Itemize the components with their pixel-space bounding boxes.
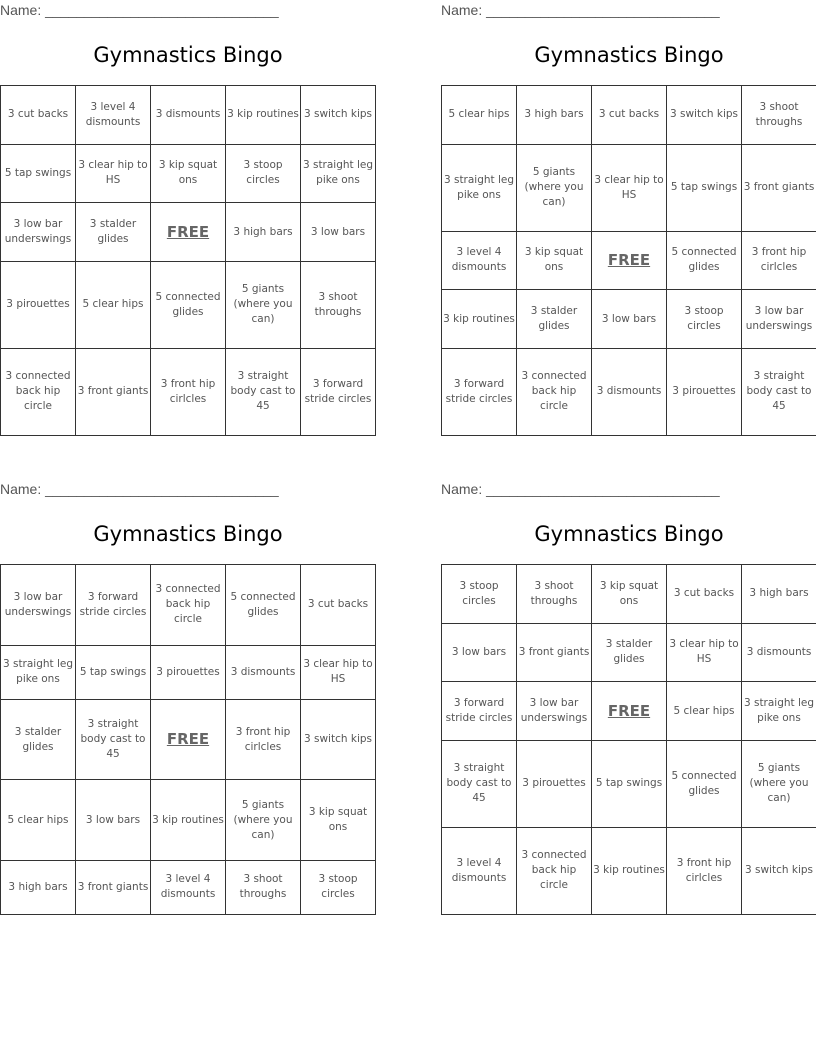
bingo-cell: 3 connected back hip circle xyxy=(1,348,76,435)
bingo-cell: 3 low bars xyxy=(442,623,517,682)
bingo-row xyxy=(442,565,816,624)
bingo-cell: 3 pirouettes xyxy=(151,645,226,699)
name-field-line: Name: ______________________________ xyxy=(441,481,720,497)
bingo-cell: 3 shoot throughs xyxy=(517,565,592,624)
bingo-row xyxy=(1,203,376,262)
bingo-grid xyxy=(0,85,376,436)
bingo-cell: 3 pirouettes xyxy=(667,348,742,435)
bingo-row xyxy=(442,740,816,827)
bingo-cell: 3 front hip cirlcles xyxy=(226,699,301,780)
bingo-cell: 3 switch kips xyxy=(301,699,376,780)
bingo-grid xyxy=(441,85,816,436)
free-space-cell: FREE xyxy=(592,682,667,741)
name-field-line: Name: ______________________________ xyxy=(441,2,720,18)
bingo-cell: 5 giants (where you can) xyxy=(517,144,592,231)
bingo-cell: 3 stalder glides xyxy=(592,623,667,682)
bingo-row xyxy=(1,261,376,348)
bingo-cell: 5 connected glides xyxy=(151,261,226,348)
bingo-row xyxy=(1,348,376,435)
bingo-row xyxy=(442,827,816,914)
bingo-cell: 3 switch kips xyxy=(667,86,742,145)
bingo-cell: 3 stoop circles xyxy=(226,144,301,203)
free-space-cell: FREE xyxy=(151,699,226,780)
bingo-cell: 3 connected back hip circle xyxy=(517,827,592,914)
bingo-cell: 3 kip routines xyxy=(226,86,301,145)
bingo-cell: 3 level 4 dismounts xyxy=(442,827,517,914)
bingo-cell: 3 switch kips xyxy=(742,827,816,914)
bingo-cell: 5 giants (where you can) xyxy=(226,780,301,861)
bingo-cell: 3 switch kips xyxy=(301,86,376,145)
free-space-cell: FREE xyxy=(151,203,226,262)
bingo-cell: 3 dismounts xyxy=(742,623,816,682)
bingo-cell: 3 clear hip to HS xyxy=(301,645,376,699)
bingo-row xyxy=(442,290,816,349)
card-title: Gymnastics Bingo xyxy=(93,522,283,546)
card-title: Gymnastics Bingo xyxy=(93,43,283,67)
bingo-grid xyxy=(441,564,816,915)
bingo-cell: 3 shoot throughs xyxy=(742,86,816,145)
bingo-row xyxy=(1,780,376,861)
bingo-cell: 3 kip squat ons xyxy=(301,780,376,861)
bingo-cell: 3 pirouettes xyxy=(517,740,592,827)
bingo-cell: 3 forward stride circles xyxy=(301,348,376,435)
bingo-cell: 3 shoot throughs xyxy=(226,860,301,914)
bingo-cell: 3 stalder glides xyxy=(1,699,76,780)
bingo-cell: 5 clear hips xyxy=(76,261,151,348)
bingo-cell: 3 kip routines xyxy=(592,827,667,914)
free-space-cell: FREE xyxy=(592,231,667,290)
bingo-cell: 3 straight body cast to 45 xyxy=(76,699,151,780)
bingo-cell: 5 tap swings xyxy=(667,144,742,231)
bingo-cell: 5 clear hips xyxy=(442,86,517,145)
bingo-cell: 3 high bars xyxy=(517,86,592,145)
bingo-row xyxy=(442,86,816,145)
bingo-cell: 3 pirouettes xyxy=(1,261,76,348)
bingo-cell: 3 dismounts xyxy=(226,645,301,699)
bingo-cell: 3 cut backs xyxy=(667,565,742,624)
bingo-row xyxy=(1,86,376,145)
bingo-row xyxy=(1,565,376,646)
bingo-cell: 3 kip routines xyxy=(442,290,517,349)
bingo-row xyxy=(442,623,816,682)
bingo-cell: 3 high bars xyxy=(742,565,816,624)
bingo-cell: 3 front giants xyxy=(742,144,816,231)
bingo-cell: 3 front giants xyxy=(76,348,151,435)
bingo-row xyxy=(442,348,816,435)
bingo-cell: 3 high bars xyxy=(226,203,301,262)
bingo-row xyxy=(1,699,376,780)
bingo-grid xyxy=(0,564,376,915)
bingo-cell: 3 forward stride circles xyxy=(442,682,517,741)
bingo-cell: 5 connected glides xyxy=(667,740,742,827)
bingo-cell: 3 straight leg pike ons xyxy=(301,144,376,203)
bingo-cell: 3 front giants xyxy=(517,623,592,682)
card-title: Gymnastics Bingo xyxy=(534,43,724,67)
bingo-cell: 3 low bars xyxy=(301,203,376,262)
bingo-cell: 3 low bar underswings xyxy=(517,682,592,741)
bingo-cell: 3 clear hip to HS xyxy=(592,144,667,231)
bingo-cell: 3 front giants xyxy=(76,860,151,914)
bingo-cell: 3 cut backs xyxy=(1,86,76,145)
bingo-cell: 3 clear hip to HS xyxy=(667,623,742,682)
bingo-cell: 3 front hip cirlcles xyxy=(151,348,226,435)
bingo-cell: 3 forward stride circles xyxy=(442,348,517,435)
name-field-line: Name: ______________________________ xyxy=(0,481,279,497)
bingo-cell: 5 clear hips xyxy=(1,780,76,861)
bingo-cell: 5 clear hips xyxy=(667,682,742,741)
bingo-row xyxy=(1,645,376,699)
bingo-cell: 3 straight body cast to 45 xyxy=(226,348,301,435)
bingo-cell: 3 front hip cirlcles xyxy=(742,231,816,290)
bingo-cell: 3 low bar underswings xyxy=(1,203,76,262)
bingo-cell: 3 low bar underswings xyxy=(1,565,76,646)
bingo-row xyxy=(1,860,376,914)
bingo-cell: 3 high bars xyxy=(1,860,76,914)
bingo-cell: 3 clear hip to HS xyxy=(76,144,151,203)
bingo-cell: 3 stoop circles xyxy=(301,860,376,914)
bingo-cell: 3 stalder glides xyxy=(517,290,592,349)
bingo-cell: 3 front hip cirlcles xyxy=(667,827,742,914)
bingo-cell: 3 kip squat ons xyxy=(592,565,667,624)
bingo-row xyxy=(442,682,816,741)
bingo-cell: 3 shoot throughs xyxy=(301,261,376,348)
bingo-cell: 3 dismounts xyxy=(592,348,667,435)
bingo-cell: 3 level 4 dismounts xyxy=(76,86,151,145)
bingo-cell: 3 straight body cast to 45 xyxy=(442,740,517,827)
bingo-cell: 5 tap swings xyxy=(592,740,667,827)
name-field-line: Name: ______________________________ xyxy=(0,2,279,18)
bingo-cell: 5 giants (where you can) xyxy=(742,740,816,827)
card-title: Gymnastics Bingo xyxy=(534,522,724,546)
bingo-cell: 5 tap swings xyxy=(1,144,76,203)
bingo-cell: 3 connected back hip circle xyxy=(151,565,226,646)
bingo-cell: 3 kip squat ons xyxy=(151,144,226,203)
bingo-cell: 3 low bar underswings xyxy=(742,290,816,349)
bingo-cell: 3 forward stride circles xyxy=(76,565,151,646)
bingo-cell: 3 kip squat ons xyxy=(517,231,592,290)
bingo-cell: 3 cut backs xyxy=(301,565,376,646)
bingo-cell: 5 connected glides xyxy=(667,231,742,290)
bingo-cell: 3 stoop circles xyxy=(667,290,742,349)
bingo-cell: 3 cut backs xyxy=(592,86,667,145)
bingo-cell: 3 stalder glides xyxy=(76,203,151,262)
bingo-row xyxy=(442,144,816,231)
bingo-cell: 5 connected glides xyxy=(226,565,301,646)
bingo-cell: 3 kip routines xyxy=(151,780,226,861)
bingo-cell: 3 connected back hip circle xyxy=(517,348,592,435)
bingo-cell: 3 stoop circles xyxy=(442,565,517,624)
bingo-cell: 3 dismounts xyxy=(151,86,226,145)
bingo-cell: 3 low bars xyxy=(76,780,151,861)
bingo-cell: 3 straight body cast to 45 xyxy=(742,348,816,435)
bingo-row xyxy=(442,231,816,290)
bingo-cell: 3 level 4 dismounts xyxy=(442,231,517,290)
bingo-cell: 3 straight leg pike ons xyxy=(442,144,517,231)
bingo-cell: 5 tap swings xyxy=(76,645,151,699)
bingo-cell: 3 low bars xyxy=(592,290,667,349)
bingo-row xyxy=(1,144,376,203)
bingo-cell: 3 straight leg pike ons xyxy=(1,645,76,699)
bingo-cell: 3 straight leg pike ons xyxy=(742,682,816,741)
bingo-cell: 5 giants (where you can) xyxy=(226,261,301,348)
bingo-cell: 3 level 4 dismounts xyxy=(151,860,226,914)
